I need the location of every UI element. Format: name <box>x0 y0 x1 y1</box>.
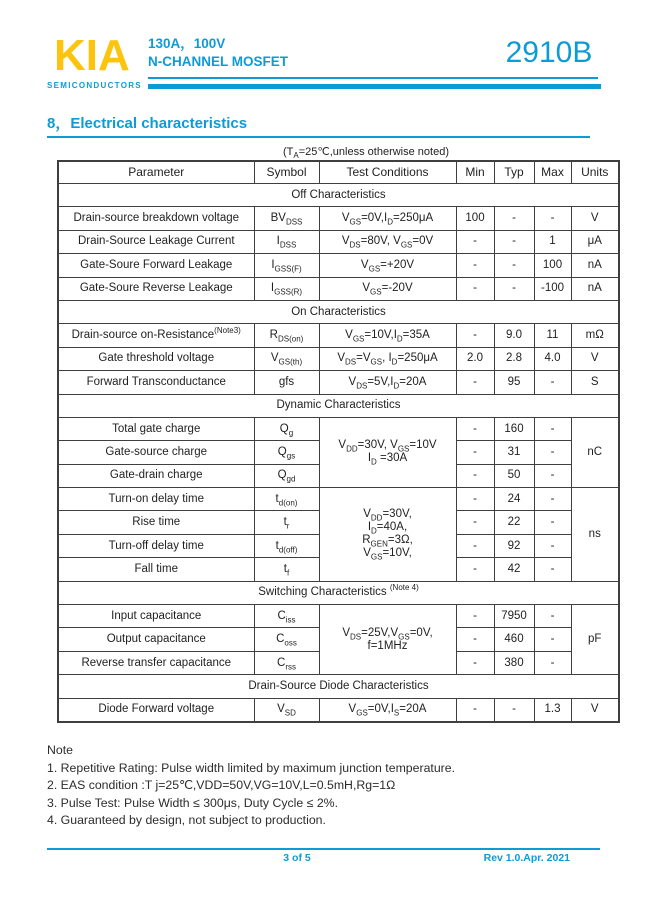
units-cell: S <box>571 371 619 394</box>
typ-cell: 9.0 <box>494 324 534 347</box>
table-data-row <box>58 698 619 722</box>
symbol-cell: $Q_g$ <box>254 417 319 440</box>
min-cell: 2.0 <box>456 347 494 370</box>
table-section-row <box>58 300 619 323</box>
symbol-cell: $t_r$ <box>254 511 319 534</box>
table-data-row <box>58 605 619 628</box>
units-cell: nC <box>571 417 619 487</box>
min-cell: - <box>456 628 494 651</box>
parameter-cell: Forward Transconductance <box>58 371 254 394</box>
parameter-cell: Drain-Source Leakage Current <box>58 230 254 253</box>
table-data-row <box>58 347 619 370</box>
typ-cell: 7950 <box>494 605 534 628</box>
symbol-cell: $t_f$ <box>254 558 319 581</box>
max-cell: - <box>534 488 571 511</box>
max-cell: - <box>534 371 571 394</box>
units-cell: V <box>571 347 619 370</box>
max-cell: 1 <box>534 230 571 253</box>
max-cell: - <box>534 605 571 628</box>
max-cell: - <box>534 417 571 440</box>
max-cell: 100 <box>534 254 571 277</box>
note-line: 4. Guaranteed by design, not subject to production. <box>47 813 326 827</box>
symbol-cell: $Q_{gd}$ <box>254 464 319 487</box>
typ-cell: 31 <box>494 441 534 464</box>
max-cell: - <box>534 511 571 534</box>
product-spec <box>148 35 288 71</box>
max-cell: - <box>534 207 571 230</box>
max-cell: - <box>534 441 571 464</box>
note-line: 1. Repetitive Rating: Pulse width limited by maximum junction temperature. <box>47 760 456 775</box>
table-data-row <box>58 417 619 440</box>
spec-table-body <box>58 184 619 722</box>
parameter-cell: Output capacitance <box>58 628 254 651</box>
min-cell: - <box>456 651 494 674</box>
units-cell: μA <box>571 230 619 253</box>
max-cell: - <box>534 464 571 487</box>
col-header-test-conditions: Test Conditions <box>319 161 456 184</box>
typ-cell: - <box>494 277 534 300</box>
table-section-row <box>58 184 619 207</box>
table-header-row <box>58 161 619 184</box>
symbol-cell: $C_{iss}$ <box>254 605 319 628</box>
col-header-units: Units <box>571 161 619 184</box>
typ-cell: 42 <box>494 558 534 581</box>
parameter-cell: Input capacitance <box>58 605 254 628</box>
min-cell: - <box>456 441 494 464</box>
units-cell: V <box>571 698 619 722</box>
notes-block <box>47 742 455 830</box>
test-conditions-cell: $V_{GS}=10V,I_D=35A$ <box>319 324 456 347</box>
table-section-row <box>58 581 619 604</box>
table-data-row <box>58 324 619 347</box>
max-cell: - <box>534 558 571 581</box>
typ-cell: - <box>494 207 534 230</box>
symbol-cell: gfs <box>254 371 319 394</box>
table-data-row <box>58 254 619 277</box>
symbol-cell: $R_{DS(on)}$ <box>254 324 319 347</box>
max-cell: 1.3 <box>534 698 571 722</box>
typ-cell: - <box>494 698 534 722</box>
parameter-cell: Rise time <box>58 511 254 534</box>
spec-table <box>57 160 620 723</box>
min-cell: 100 <box>456 207 494 230</box>
table-data-row <box>58 488 619 511</box>
units-cell: ns <box>571 488 619 582</box>
col-header-symbol: Symbol <box>254 161 319 184</box>
section-label: Off Characteristics <box>58 184 619 207</box>
section-label: Dynamic Characteristics <box>58 394 619 417</box>
typ-cell: 22 <box>494 511 534 534</box>
parameter-cell: Gate-source charge <box>58 441 254 464</box>
typ-cell: 50 <box>494 464 534 487</box>
min-cell: - <box>456 488 494 511</box>
parameter-cell: Gate-Soure Reverse Leakage <box>58 277 254 300</box>
min-cell: - <box>456 277 494 300</box>
col-header-max: Max <box>534 161 571 184</box>
footer-rule <box>47 848 600 850</box>
typ-cell: 2.8 <box>494 347 534 370</box>
min-cell: - <box>456 558 494 581</box>
typ-cell: 380 <box>494 651 534 674</box>
parameter-cell: Fall time <box>58 558 254 581</box>
parameter-cell: Diode Forward voltage <box>58 698 254 722</box>
test-conditions-cell: $V_{DD}=30V$, $I_D=40A$, $R_{GEN}=3\Omega$, $V_{GS}=10V$, <box>319 488 456 582</box>
parameter-cell: Total gate charge <box>58 417 254 440</box>
note-line: 3. Pulse Test: Pulse Width ≤ 300μs, Duty Cycle ≤ 2%. <box>47 795 339 810</box>
notes-title: Note <box>47 743 73 757</box>
parameter-cell: Gate threshold voltage <box>58 347 254 370</box>
max-cell: -100 <box>534 277 571 300</box>
revision-label: Rev 1.0.Apr. 2021 <box>483 852 570 864</box>
test-conditions-cell: $V_{GS}=0V,I_D=250\mu A$ <box>319 207 456 230</box>
units-cell: nA <box>571 254 619 277</box>
min-cell: - <box>456 534 494 557</box>
max-cell: 4.0 <box>534 347 571 370</box>
product-type: N-CHANNEL MOSFET <box>148 54 288 69</box>
min-cell: - <box>456 371 494 394</box>
max-cell: - <box>534 651 571 674</box>
symbol-cell: $C_{rss}$ <box>254 651 319 674</box>
table-data-row <box>58 230 619 253</box>
section-label: On Characteristics <box>58 300 619 323</box>
symbol-cell: $Q_{gs}$ <box>254 441 319 464</box>
parameter-cell: Drain-source breakdown voltage <box>58 207 254 230</box>
col-header-parameter: Parameter <box>58 161 254 184</box>
parameter-cell: Gate-drain charge <box>58 464 254 487</box>
test-conditions-cell: $V_{GS}=+20V$ <box>319 254 456 277</box>
max-cell: 11 <box>534 324 571 347</box>
parameter-cell: Gate-Soure Forward Leakage <box>58 254 254 277</box>
typ-cell: - <box>494 254 534 277</box>
parameter-cell: Turn-off delay time <box>58 534 254 557</box>
test-conditions-cell: $V_{GS}=0V,I_S=20A$ <box>319 698 456 722</box>
min-cell: - <box>456 511 494 534</box>
test-conditions-cell: $V_{DD}=30V$, $V_{GS}=10V$ $I_D =30A$ <box>319 417 456 487</box>
header-rule-thick <box>148 84 601 89</box>
units-cell: V <box>571 207 619 230</box>
test-conditions-cell: $V_{DS}=V_{GS}$, $I_D=250\mu A$ <box>319 347 456 370</box>
part-number: 2910B <box>505 36 593 69</box>
typ-cell: 460 <box>494 628 534 651</box>
table-data-row <box>58 207 619 230</box>
test-conditions-cell: $V_{GS}=-20V$ <box>319 277 456 300</box>
page-title: 8，Electrical characteristics <box>47 112 590 138</box>
symbol-cell: $I_{DSS}$ <box>254 230 319 253</box>
table-condition-note: ($T_A=25℃,unless$ otherwise noted) <box>283 146 449 161</box>
typ-cell: 92 <box>494 534 534 557</box>
table-data-row <box>58 371 619 394</box>
brand-logo: KIA <box>54 31 130 80</box>
test-conditions-cell: $V_{DS}=5V,I_D=20A$ <box>319 371 456 394</box>
typ-cell: 95 <box>494 371 534 394</box>
col-header-min: Min <box>456 161 494 184</box>
symbol-cell: $I_{GSS(F)}$ <box>254 254 319 277</box>
max-cell: - <box>534 534 571 557</box>
test-conditions-cell: $V_{DS}=25V,V_{GS}=0V$, f=1MHz <box>319 605 456 675</box>
units-cell: mΩ <box>571 324 619 347</box>
max-cell: - <box>534 628 571 651</box>
col-header-typ: Typ <box>494 161 534 184</box>
parameter-cell: Turn-on delay time <box>58 488 254 511</box>
typ-cell: 160 <box>494 417 534 440</box>
table-section-row <box>58 675 619 698</box>
symbol-cell: $V_{SD}$ <box>254 698 319 722</box>
min-cell: - <box>456 254 494 277</box>
typ-cell: 24 <box>494 488 534 511</box>
product-rating: 130A，100V <box>148 36 226 51</box>
symbol-cell: $BV_{DSS}$ <box>254 207 319 230</box>
test-conditions-cell: $V_{DS}=80V$, $V_{GS}=0V$ <box>319 230 456 253</box>
min-cell: - <box>456 324 494 347</box>
header-rule-thin <box>148 77 598 79</box>
units-cell: nA <box>571 277 619 300</box>
section-label: Switching Characteristics $^{(Note 4)}$ <box>58 581 619 604</box>
parameter-cell: Drain-source on-Resistance$^{(Note3)}$ <box>58 324 254 347</box>
min-cell: - <box>456 605 494 628</box>
parameter-cell: Reverse transfer capacitance <box>58 651 254 674</box>
table-section-row <box>58 394 619 417</box>
units-cell: pF <box>571 605 619 675</box>
symbol-cell: $V_{GS(th)}$ <box>254 347 319 370</box>
min-cell: - <box>456 230 494 253</box>
table-data-row <box>58 277 619 300</box>
section-label: Drain-Source Diode Characteristics <box>58 675 619 698</box>
typ-cell: - <box>494 230 534 253</box>
brand-subtitle: SEMICONDUCTORS <box>47 81 142 90</box>
note-line: 2. EAS condition :T j=25℃,VDD=50V,VG=10V,L=0.5mH,Rg=1Ω <box>47 778 396 792</box>
symbol-cell: $t_{d(on)}$ <box>254 488 319 511</box>
symbol-cell: $I_{GSS(R)}$ <box>254 277 319 300</box>
symbol-cell: $C_{oss}$ <box>254 628 319 651</box>
min-cell: - <box>456 698 494 722</box>
min-cell: - <box>456 464 494 487</box>
page-indicator: 3 of 5 <box>283 852 311 864</box>
symbol-cell: $t_{d(off)}$ <box>254 534 319 557</box>
min-cell: - <box>456 417 494 440</box>
